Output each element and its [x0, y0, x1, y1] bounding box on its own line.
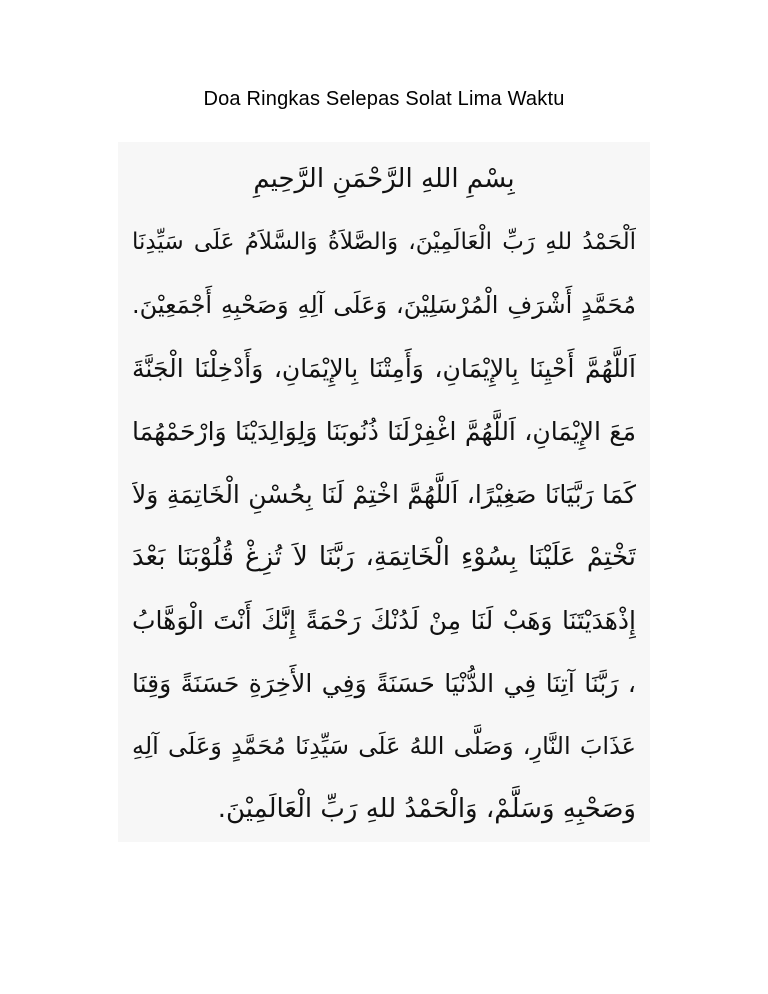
doa-line-basmalah: بِسْمِ اللهِ الرَّحْمَنِ الرَّحِيمِ — [253, 164, 515, 194]
doa-line: تَخْتِمْ عَلَيْنَا بِسُوْءِ الْخَاتِمَةِ، رَبَّنَا لاَ تُزِغْ قُلُوْبَنَا بَعْدَ — [132, 542, 636, 572]
doa-line: مُحَمَّدٍ أَشْرَفِ الْمُرْسَلِيْنَ، وَعَلَى آلِهِ وَصَحْبِهِ أَجْمَعِيْنَ. — [132, 291, 636, 319]
doa-line: كَمَا رَبَّيَانَا صَغِيْرًا، اَللَّهُمَّ اخْتِمْ لَنَا بِحُسْنِ الْخَاتِمَةِ وَلاَ — [132, 480, 636, 509]
doa-line: مَعَ الإِيْمَانِ، اَللَّهُمَّ اغْفِرْلَنَا ذُنُوبَنَا وَلِوَالِدَيْنَا وَارْحَمْهُمَا — [132, 417, 636, 446]
doa-line: إِذْهَدَيْتَنَا وَهَبْ لَنَا مِنْ لَدُنْكَ رَحْمَةً إِنَّكَ أَنْتَ الْوَهَّابُ — [132, 606, 636, 635]
doa-line: ، رَبَّنَا آتِنَا فِي الدُّنْيَا حَسَنَةً وَفِي الأَخِرَةِ حَسَنَةً وَقِنَا — [132, 669, 636, 698]
doa-line: اَلْحَمْدُ للهِ رَبِّ الْعَالَمِيْنَ، وَالصَّلاَةُ وَالسَّلاَمُ عَلَى سَيِّدِنَا — [132, 229, 636, 255]
doa-line-closing: وَصَحْبِهِ وَسَلَّمْ، وَالْحَمْدُ للهِ رَبِّ الْعَالَمِيْنَ. — [217, 794, 636, 824]
doa-text-block — [118, 142, 650, 842]
page-title: Doa Ringkas Selepas Solat Lima Waktu — [203, 88, 565, 110]
doa-line: عَذَابَ النَّارِ، وَصَلَّى اللهُ عَلَى سَيِّدِنَا مُحَمَّدٍ وَعَلَى آلِهِ — [132, 732, 636, 760]
doa-line: اَللَّهُمَّ أَحْيِنَا بِالإِيْمَانِ، وَأَمِتْنَا بِالإِيْمَانِ، وَأَدْخِلْنَا الْجَنَّةَ — [132, 354, 636, 383]
